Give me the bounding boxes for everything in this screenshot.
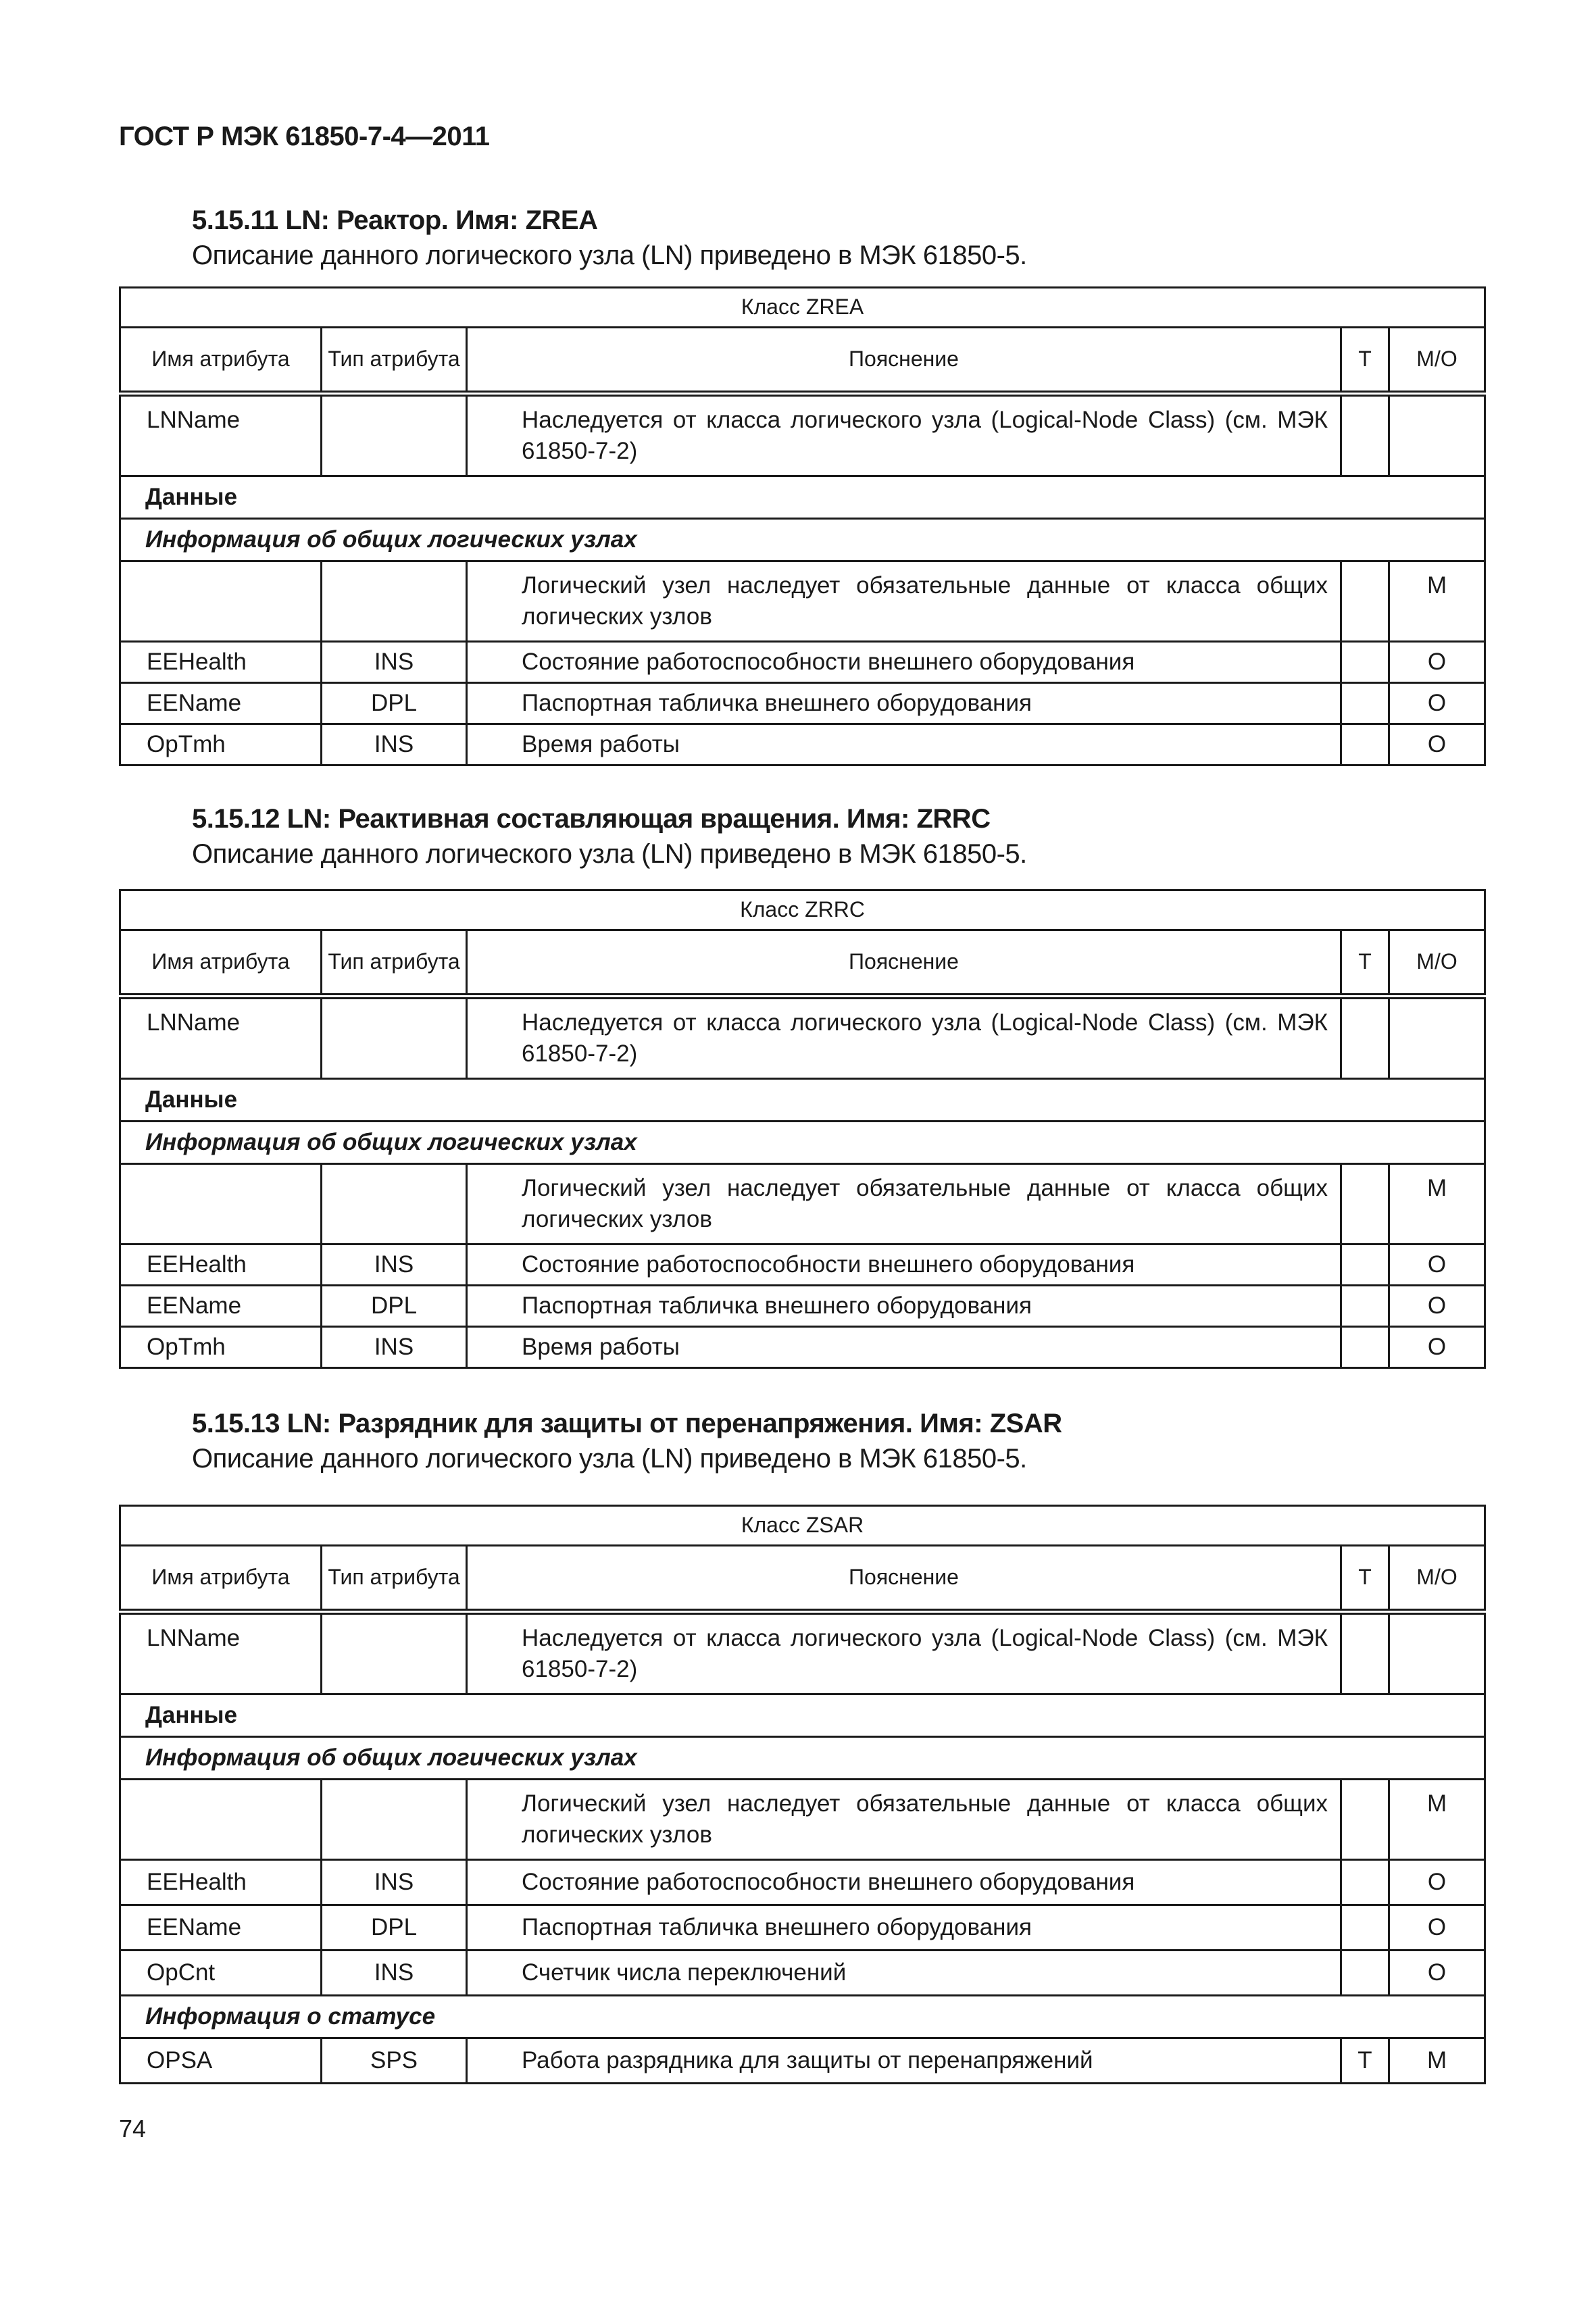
header-attribute-type: Тип атрибута <box>322 328 467 394</box>
attribute-name: EEName <box>120 683 322 724</box>
attribute-description: Наследуется от класса логического узла (Logical-Node Class) (см. МЭК 61850-7-2) <box>467 1612 1341 1694</box>
group-heading: Информация об общих логических узлах <box>120 519 1485 561</box>
header-attribute-name: Имя атрибута <box>120 1546 322 1612</box>
attribute-table <box>119 1505 1486 2084</box>
attribute-type <box>322 997 467 1079</box>
group-heading: Информация об общих логических узлах <box>120 1737 1485 1780</box>
class-title: Класс ZREA <box>120 288 1485 328</box>
attribute-t <box>1341 1905 1389 1951</box>
table-row <box>120 2038 1485 2084</box>
attribute-t <box>1341 724 1389 765</box>
header-mo: М/О <box>1389 1546 1485 1612</box>
header-mo: М/О <box>1389 328 1485 394</box>
attribute-description: Наследуется от класса логического узла (Logical-Node Class) (см. МЭК 61850-7-2) <box>467 997 1341 1079</box>
class-title: Класс ZRRC <box>120 890 1485 930</box>
attribute-description: Состояние работоспособности внешнего оборудования <box>467 642 1341 683</box>
table-row <box>120 1905 1485 1951</box>
header-mo: М/О <box>1389 930 1485 997</box>
table-row <box>120 642 1485 683</box>
table-row <box>120 1612 1485 1694</box>
section-title: 5.15.13 LN: Разрядник для защиты от перенапряжения. Имя: ZSAR <box>192 1409 1062 1438</box>
attribute-name: OpCnt <box>120 1951 322 1996</box>
section-title: 5.15.11 LN: Реактор. Имя: ZREA <box>192 205 598 235</box>
attribute-table <box>119 889 1486 1369</box>
attribute-t <box>1341 997 1389 1079</box>
attribute-mo: O <box>1389 642 1485 683</box>
table-row <box>120 561 1485 642</box>
attribute-t <box>1341 1951 1389 1996</box>
group-heading: Данные <box>120 476 1485 519</box>
attribute-type: INS <box>322 1244 467 1286</box>
table-row <box>120 1164 1485 1244</box>
attribute-description: Счетчик числа переключений <box>467 1951 1341 1996</box>
attribute-t <box>1341 1164 1389 1244</box>
attribute-mo <box>1389 1612 1485 1694</box>
table-row <box>120 394 1485 476</box>
attribute-name: EEName <box>120 1286 322 1327</box>
attribute-t <box>1341 1612 1389 1694</box>
attribute-description: Состояние работоспособности внешнего оборудования <box>467 1860 1341 1905</box>
attribute-t <box>1341 1327 1389 1368</box>
group-heading: Данные <box>120 1079 1485 1122</box>
attribute-name: LNName <box>120 394 322 476</box>
attribute-name: LNName <box>120 1612 322 1694</box>
attribute-t <box>1341 561 1389 642</box>
attribute-mo: O <box>1389 1327 1485 1368</box>
header-description: Пояснение <box>467 930 1341 997</box>
header-attribute-name: Имя атрибута <box>120 930 322 997</box>
attribute-type: INS <box>322 642 467 683</box>
attribute-name: OpTmh <box>120 1327 322 1368</box>
header-t: Т <box>1341 328 1389 394</box>
header-attribute-name: Имя атрибута <box>120 328 322 394</box>
header-description: Пояснение <box>467 1546 1341 1612</box>
table-row <box>120 683 1485 724</box>
attribute-t <box>1341 1244 1389 1286</box>
attribute-type: DPL <box>322 1286 467 1327</box>
attribute-t <box>1341 1780 1389 1860</box>
attribute-type <box>322 561 467 642</box>
attribute-name: LNName <box>120 997 322 1079</box>
header-attribute-type: Тип атрибута <box>322 930 467 997</box>
attribute-description: Паспортная табличка внешнего оборудования <box>467 683 1341 724</box>
attribute-description: Логический узел наследует обязательные данные от класса общих логических узлов <box>467 1780 1341 1860</box>
attribute-mo: O <box>1389 1244 1485 1286</box>
header-t: Т <box>1341 1546 1389 1612</box>
attribute-mo: O <box>1389 1951 1485 1996</box>
attribute-description: Время работы <box>467 1327 1341 1368</box>
attribute-mo <box>1389 997 1485 1079</box>
attribute-mo <box>1389 394 1485 476</box>
attribute-name: EEHealth <box>120 1860 322 1905</box>
section-description: Описание данного логического узла (LN) приведено в МЭК 61850-5. <box>192 1444 1027 1474</box>
attribute-mo: M <box>1389 561 1485 642</box>
attribute-type: INS <box>322 1951 467 1996</box>
header-t: Т <box>1341 930 1389 997</box>
table-row <box>120 997 1485 1079</box>
table-row <box>120 1244 1485 1286</box>
attribute-type: SPS <box>322 2038 467 2084</box>
attribute-name: EEName <box>120 1905 322 1951</box>
attribute-mo: O <box>1389 1286 1485 1327</box>
section-description: Описание данного логического узла (LN) приведено в МЭК 61850-5. <box>192 839 1027 869</box>
attribute-type: DPL <box>322 1905 467 1951</box>
attribute-t <box>1341 642 1389 683</box>
attribute-description: Наследуется от класса логического узла (Logical-Node Class) (см. МЭК 61850-7-2) <box>467 394 1341 476</box>
attribute-mo: O <box>1389 683 1485 724</box>
attribute-name: OPSA <box>120 2038 322 2084</box>
attribute-t <box>1341 683 1389 724</box>
attribute-name: OpTmh <box>120 724 322 765</box>
attribute-mo: O <box>1389 724 1485 765</box>
attribute-name <box>120 561 322 642</box>
table-row <box>120 1286 1485 1327</box>
table-row <box>120 1327 1485 1368</box>
attribute-name <box>120 1164 322 1244</box>
attribute-type <box>322 1780 467 1860</box>
attribute-t <box>1341 1860 1389 1905</box>
attribute-description: Время работы <box>467 724 1341 765</box>
section-title: 5.15.12 LN: Реактивная составляющая вращения. Имя: ZRRC <box>192 804 991 834</box>
attribute-mo: M <box>1389 2038 1485 2084</box>
table-row <box>120 1860 1485 1905</box>
class-title: Класс ZSAR <box>120 1506 1485 1546</box>
attribute-description: Логический узел наследует обязательные данные от класса общих логических узлов <box>467 561 1341 642</box>
attribute-type: INS <box>322 1860 467 1905</box>
attribute-type: DPL <box>322 683 467 724</box>
attribute-description: Работа разрядника для защиты от перенапряжений <box>467 2038 1341 2084</box>
table-row <box>120 724 1485 765</box>
attribute-table <box>119 286 1486 766</box>
attribute-mo: M <box>1389 1164 1485 1244</box>
attribute-description: Паспортная табличка внешнего оборудования <box>467 1905 1341 1951</box>
attribute-t <box>1341 1286 1389 1327</box>
attribute-name: EEHealth <box>120 1244 322 1286</box>
group-heading: Информация об общих логических узлах <box>120 1122 1485 1164</box>
section-description: Описание данного логического узла (LN) приведено в МЭК 61850-5. <box>192 241 1027 270</box>
attribute-description: Паспортная табличка внешнего оборудования <box>467 1286 1341 1327</box>
attribute-description: Логический узел наследует обязательные данные от класса общих логических узлов <box>467 1164 1341 1244</box>
attribute-type: INS <box>322 724 467 765</box>
attribute-mo: O <box>1389 1860 1485 1905</box>
attribute-name: EEHealth <box>120 642 322 683</box>
attribute-t: T <box>1341 2038 1389 2084</box>
header-attribute-type: Тип атрибута <box>322 1546 467 1612</box>
attribute-type: INS <box>322 1327 467 1368</box>
group-heading: Данные <box>120 1694 1485 1737</box>
attribute-mo: M <box>1389 1780 1485 1860</box>
attribute-description: Состояние работоспособности внешнего оборудования <box>467 1244 1341 1286</box>
group-heading: Информация о статусе <box>120 1996 1485 2038</box>
table-row <box>120 1780 1485 1860</box>
attribute-type <box>322 1164 467 1244</box>
page-number: 74 <box>119 2115 147 2142</box>
page-header: ГОСТ Р МЭК 61850-7-4—2011 <box>119 122 490 151</box>
attribute-name <box>120 1780 322 1860</box>
attribute-type <box>322 394 467 476</box>
header-description: Пояснение <box>467 328 1341 394</box>
attribute-t <box>1341 394 1389 476</box>
attribute-mo: O <box>1389 1905 1485 1951</box>
table-row <box>120 1951 1485 1996</box>
attribute-type <box>322 1612 467 1694</box>
